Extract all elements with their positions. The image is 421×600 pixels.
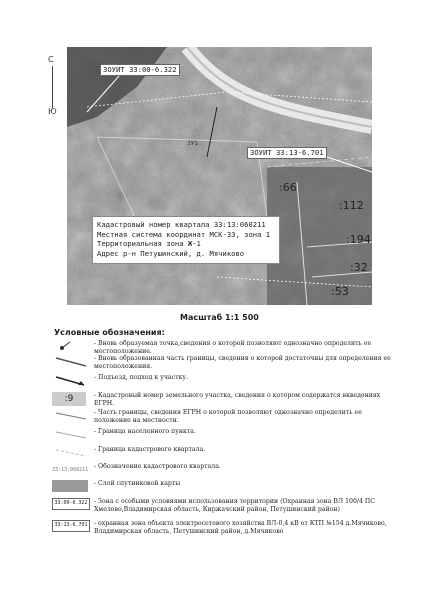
legend-text: - охранная зона объекта электросетевого хозяйства ВЛ-0,4 кВ от КТП №154 д.Мячиково, Владимирская область, Петушинский район, д.Мячиково	[94, 520, 387, 535]
settlement-boundary-icon	[52, 428, 90, 442]
parcel-number-icon: :9	[52, 392, 86, 406]
info-line: Кадастровый номер квартала 33:13:060211	[97, 220, 266, 229]
point-marker-icon	[52, 340, 90, 354]
zone-1-icon: 33:00-6.322	[52, 498, 90, 510]
legend-text: - Зона с особыми условиями использования территории (Охранная зона ВЛ 100/4 ПС Хмелево,Владимирская область, Киржачский район, Петушинский район)	[94, 498, 375, 513]
compass	[46, 55, 66, 115]
compass-line	[52, 66, 53, 108]
parcel-number: :53	[331, 285, 349, 298]
parcel-number: :194	[346, 233, 371, 246]
access-arrow-icon	[52, 374, 90, 388]
scale-label: Масштаб 1:1 500	[180, 313, 259, 322]
legend-text: - Подъезд, подход к участку.	[94, 374, 188, 381]
legend-text: - Слой спутниковой карты	[94, 480, 181, 487]
boundary-line-icon	[52, 355, 90, 369]
zouit-label-1: ЗОУИТ 33:00-6.322	[100, 64, 180, 76]
quarter-label-icon: 33:13:060211	[52, 467, 89, 473]
legend-title: Условные обозначения:	[54, 328, 165, 337]
zone-2-icon: 33:13-6.701	[52, 520, 90, 532]
quarter-boundary-icon	[52, 446, 90, 460]
legend-text: - Кадастровый номер земельного участка, сведения о котором содержатся вкведениях ЕГРН.	[94, 392, 381, 407]
legend-text: - Вновь образованная часть границы, сведения о которой достаточны для определения ее местоположения.	[94, 355, 391, 370]
legend-text: - Обозначение кадастрового квартала.	[94, 463, 221, 470]
info-line: Местная система координат МСК-33, зона 1	[97, 229, 271, 239]
south-label: Ю	[48, 107, 57, 116]
parcel-number: :66	[279, 181, 297, 194]
parcel-number: :32	[350, 261, 368, 274]
north-label: С	[48, 55, 54, 64]
legend-text: - Граница населенного пункта.	[94, 428, 196, 435]
satellite-layer-icon	[52, 480, 88, 492]
info-line: Адрес р-н Петушинский, д. Мячиково	[97, 248, 245, 258]
satellite-map[interactable]	[67, 47, 372, 305]
legend-text: - Граница кадастрового квартала.	[94, 446, 206, 453]
zu-label: ЗУ1	[187, 140, 198, 147]
legend-text: - Часть границы, сведения ЕГРН о которой позволяют однозначно определить ее положение на местности.	[94, 409, 362, 424]
zouit-label-2: ЗОУИТ 33:13-6.701	[247, 147, 327, 159]
info-box	[92, 216, 280, 264]
egrn-boundary-icon	[52, 409, 90, 423]
legend-text: - Вновь образуемая точка,сведения о которой позволяют однозначно определить ее местоположение.	[94, 340, 372, 355]
parcel-number: :112	[339, 199, 364, 212]
map-drawing	[67, 47, 372, 305]
info-line: Территориальная зона Ж-1	[97, 239, 201, 249]
